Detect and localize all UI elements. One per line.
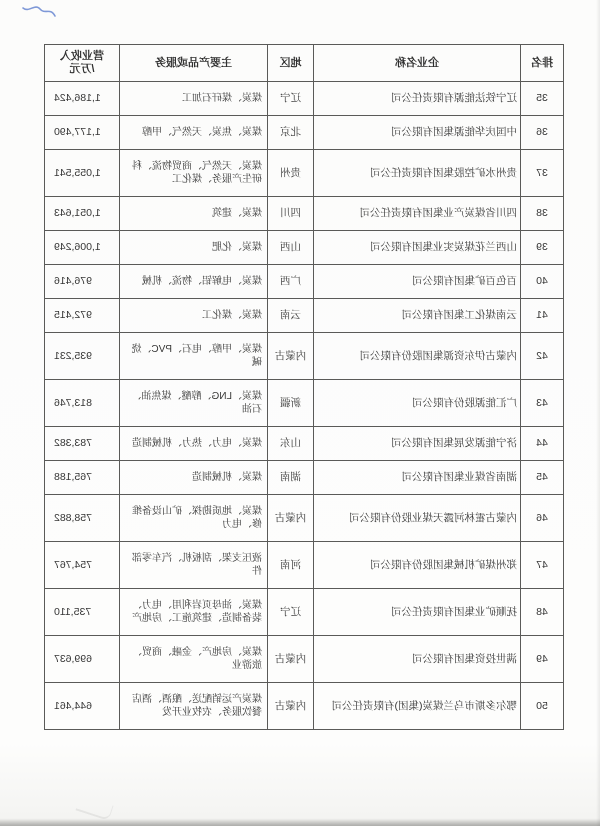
cell-rank: 43 [521, 380, 564, 427]
cell-region: 贵州 [268, 150, 314, 197]
scan-smudge [75, 795, 113, 821]
cell-products: 煤炭、地质勘探、矿山设备维修、电力 [120, 495, 268, 542]
cell-rank: 45 [521, 461, 564, 495]
table-row [45, 333, 564, 380]
cell-company: 内蒙古霍林河露天煤业股份有限公司 [314, 495, 521, 542]
table-row [45, 636, 564, 683]
cell-region: 北京 [268, 116, 314, 150]
cell-revenue: 765,188 [45, 461, 120, 495]
cell-rank: 50 [521, 683, 564, 730]
cell-products: 煤炭、LNG、醇醚、煤焦油、石油 [120, 380, 268, 427]
cell-company: 广汇能源股份有限公司 [314, 380, 521, 427]
cell-products: 煤炭、机械制造 [120, 461, 268, 495]
cell-company: 满世投资集团有限公司 [314, 636, 521, 683]
cell-company: 中国庆华能源集团有限公司 [314, 116, 521, 150]
cell-region: 内蒙古 [268, 333, 314, 380]
cell-rank: 36 [521, 116, 564, 150]
cell-products: 煤炭、化肥 [120, 231, 268, 265]
table-body [45, 82, 564, 730]
cell-company: 辽宁铁法能源有限责任公司 [314, 82, 521, 116]
cell-revenue: 1,055,541 [45, 150, 120, 197]
cell-products: 煤炭、电力、热力、机械制造 [120, 427, 268, 461]
cell-revenue: 754,767 [45, 542, 120, 589]
table-row [45, 116, 564, 150]
cell-products: 煤炭、甲醇、电石、PVC、烧碱 [120, 333, 268, 380]
scan-edge-shadow-side [596, 0, 600, 826]
cell-revenue: 699,637 [45, 636, 120, 683]
cell-revenue: 976,416 [45, 265, 120, 299]
cell-rank: 41 [521, 299, 564, 333]
cell-company: 抚顺矿业集团有限责任公司 [314, 589, 521, 636]
header-products: 主要产品或服务 [120, 45, 268, 82]
blue-ink-mark [21, 4, 57, 20]
header-region: 地区 [268, 45, 314, 82]
cell-revenue: 1,051,643 [45, 197, 120, 231]
cell-revenue: 935,231 [45, 333, 120, 380]
company-ranking-table [44, 44, 564, 730]
cell-products: 煤炭、天然气、商贸物流、科研生产服务、煤化工 [120, 150, 268, 197]
table-row [45, 461, 564, 495]
cell-products: 煤炭、电解铝、物流、机械 [120, 265, 268, 299]
cell-company: 四川省煤炭产业集团有限责任公司 [314, 197, 521, 231]
header-revenue-line2: /万元 [69, 63, 95, 75]
table-row [45, 427, 564, 461]
cell-region: 广西 [268, 265, 314, 299]
cell-company: 山西兰花煤炭实业集团有限公司 [314, 231, 521, 265]
cell-company: 济宁能源发展集团有限公司 [314, 427, 521, 461]
cell-region: 新疆 [268, 380, 314, 427]
cell-company: 湖南省煤业集团有限公司 [314, 461, 521, 495]
cell-region: 湖南 [268, 461, 314, 495]
table-row [45, 231, 564, 265]
header-row [45, 45, 564, 82]
cell-rank: 39 [521, 231, 564, 265]
cell-company: 鄂尔多斯市乌兰煤炭(集团)有限责任公司 [314, 683, 521, 730]
table-row [45, 265, 564, 299]
cell-revenue: 813,746 [45, 380, 120, 427]
header-revenue-line1: 营业收入 [60, 50, 104, 62]
cell-region: 四川 [268, 197, 314, 231]
cell-region: 内蒙古 [268, 683, 314, 730]
cell-region: 内蒙古 [268, 636, 314, 683]
header-company: 企业名称 [314, 45, 521, 82]
table-row [45, 197, 564, 231]
cell-region: 辽宁 [268, 82, 314, 116]
cell-region: 云南 [268, 299, 314, 333]
cell-rank: 40 [521, 265, 564, 299]
cell-rank: 48 [521, 589, 564, 636]
cell-rank: 46 [521, 495, 564, 542]
table-row [45, 299, 564, 333]
header-revenue [45, 45, 120, 82]
cell-products: 煤炭、房地产、金融、商贸、旅游业 [120, 636, 268, 683]
cell-region: 山东 [268, 427, 314, 461]
cell-revenue: 735,110 [45, 589, 120, 636]
cell-company: 内蒙古伊东资源集团股份有限公司 [314, 333, 521, 380]
table-row [45, 380, 564, 427]
cell-rank: 42 [521, 333, 564, 380]
table-row [45, 683, 564, 730]
cell-products: 煤炭产运销配送、酿酒、酒店餐饮服务、农牧业开发 [120, 683, 268, 730]
cell-rank: 37 [521, 150, 564, 197]
table-row [45, 589, 564, 636]
scan-edge-shadow-bottom [0, 819, 600, 826]
cell-region: 山西 [268, 231, 314, 265]
cell-company: 云南煤化工集团有限公司 [314, 299, 521, 333]
cell-rank: 35 [521, 82, 564, 116]
cell-region: 河南 [268, 542, 314, 589]
cell-revenue: 1,006,249 [45, 231, 120, 265]
cell-revenue: 644,461 [45, 683, 120, 730]
cell-rank: 49 [521, 636, 564, 683]
cell-rank: 47 [521, 542, 564, 589]
table-row [45, 82, 564, 116]
table-row [45, 542, 564, 589]
cell-revenue: 783,382 [45, 427, 120, 461]
cell-revenue: 1,186,424 [45, 82, 120, 116]
table-row [45, 495, 564, 542]
cell-products: 煤炭、焦炭、天然气、甲醇 [120, 116, 268, 150]
cell-rank: 38 [521, 197, 564, 231]
cell-company: 郑州煤矿机械集团股份有限公司 [314, 542, 521, 589]
cell-revenue: 758,882 [45, 495, 120, 542]
cell-products: 煤炭、油母页岩利用、电力、装备制造、建筑施工、房地产 [120, 589, 268, 636]
cell-revenue: 1,177,490 [45, 116, 120, 150]
cell-rank: 44 [521, 427, 564, 461]
cell-revenue: 972,415 [45, 299, 120, 333]
cell-region: 辽宁 [268, 589, 314, 636]
cell-region: 内蒙古 [268, 495, 314, 542]
cell-products: 煤炭、煤化工 [120, 299, 268, 333]
cell-products: 煤炭、煤矸石加工 [120, 82, 268, 116]
cell-products: 液压支架、刮板机、汽车零部件 [120, 542, 268, 589]
cell-company: 贵州水矿控股集团有限责任公司 [314, 150, 521, 197]
table-row [45, 150, 564, 197]
header-rank: 排名 [521, 45, 564, 82]
cell-company: 百色百矿集团有限公司 [314, 265, 521, 299]
cell-products: 煤炭、建筑 [120, 197, 268, 231]
